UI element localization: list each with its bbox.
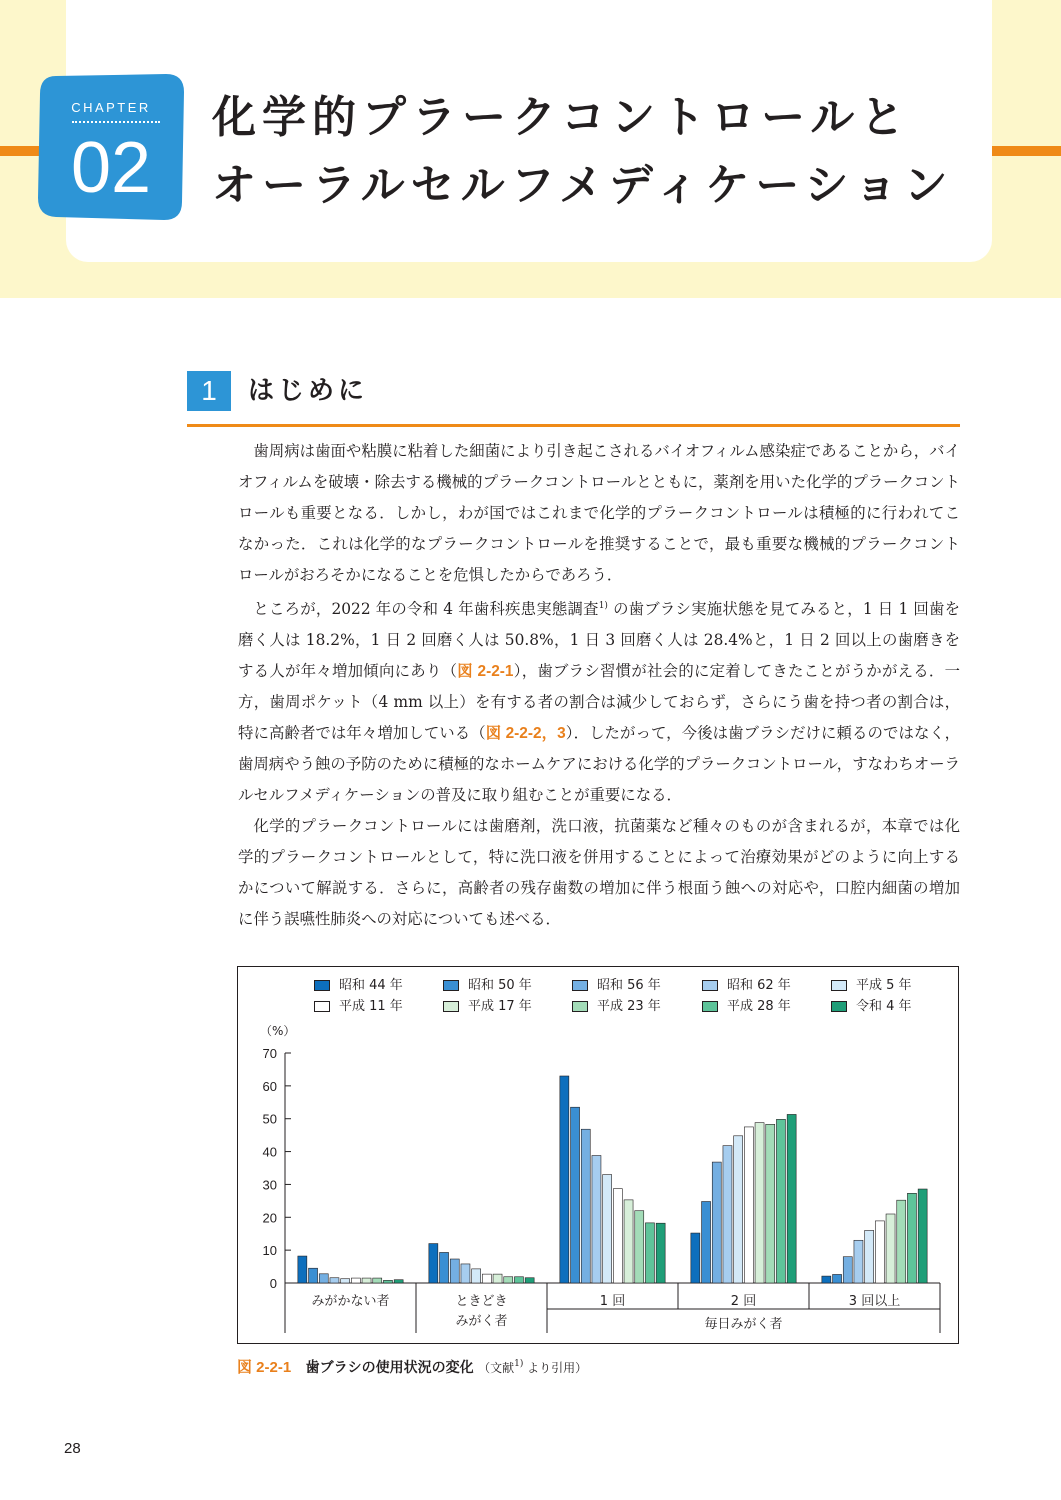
- bar: [635, 1211, 644, 1283]
- bar: [613, 1189, 622, 1283]
- page-number: 28: [64, 1440, 81, 1457]
- x-group-label: 毎日みがく者: [704, 1317, 783, 1332]
- bar: [854, 1240, 863, 1283]
- legend-swatch: [572, 1001, 588, 1012]
- bar: [525, 1278, 534, 1283]
- y-tick-label: 60: [262, 1078, 277, 1094]
- bar: [298, 1256, 307, 1283]
- legend-label: 平成 17 年: [468, 999, 532, 1014]
- legend-label: 平成 11 年: [339, 999, 403, 1014]
- bar: [886, 1214, 895, 1283]
- legend-label: 平成 23 年: [597, 999, 661, 1014]
- chapter-title-line-1: 化学的プラークコントロールと: [212, 92, 911, 143]
- bar: [514, 1277, 523, 1283]
- legend-label: 昭和 62 年: [727, 978, 791, 993]
- body-text: [238, 436, 960, 935]
- body-text-run: ところが，2022 年の令和 4 年歯科疾患実態調査: [253, 600, 599, 618]
- bar: [755, 1123, 764, 1283]
- section-title: はじめに: [248, 376, 369, 406]
- bar: [493, 1274, 502, 1283]
- figure-caption-title: 歯ブラシの使用状況の変化: [305, 1360, 474, 1376]
- bar: [918, 1189, 927, 1283]
- bar: [766, 1124, 775, 1283]
- bar: [560, 1076, 569, 1283]
- body-text-run: 化学的プラークコントロールには歯磨剤，洗口液，抗菌薬など種々のものが含まれるが，本章では化学的プラークコントロールとして，特に洗口液を併用することによって治療効果がどのように向上するかについて解説する．さらに，高齢者の残存歯数の増加に伴う根面う蝕への対応や，口腔内細菌の増加に伴う誤嚥性肺炎への対応についても述べる．: [238, 817, 960, 928]
- body-text-run: の歯ブラシ実施状態を見てみると，1 日 1 回歯を磨く人は 18.2%，1 日 2 回磨く人は 50.8%，1 日 3 回磨く人は 28.4%と，1 日 2 回以上の歯磨きをする人が年々増加傾向にあり（: [238, 600, 960, 680]
- figure-2-2-1: [237, 966, 959, 1344]
- bar: [624, 1200, 633, 1283]
- header-accent-bar-right: [992, 146, 1061, 156]
- y-tick-label: 70: [262, 1046, 277, 1061]
- bar: [734, 1136, 743, 1283]
- body-paragraph: [238, 591, 960, 811]
- bar: [351, 1278, 360, 1283]
- bar: [656, 1223, 665, 1283]
- figure-reference[interactable]: 図 2-2-1: [457, 663, 514, 680]
- bar: [822, 1276, 831, 1283]
- legend-label: 昭和 44 年: [339, 978, 403, 993]
- y-tick-label: 30: [262, 1177, 277, 1193]
- bar: [645, 1223, 654, 1283]
- bar: [341, 1279, 350, 1283]
- chapter-divider: [72, 121, 160, 123]
- bar: [383, 1280, 392, 1283]
- chapter-label: CHAPTER: [71, 100, 151, 115]
- y-tick-label: 10: [262, 1243, 277, 1259]
- bar: [907, 1193, 916, 1283]
- y-tick-label: 20: [262, 1210, 277, 1226]
- body-text-run: ），歯ブラシ習慣が社会的に定着してきたことがうかがえる．一方，歯周ポケット（4 mm 以上）を有する者の割合は減少しておらず，さらにう歯を持つ者の割合は，特に高齢者では年々増加している（: [238, 662, 960, 742]
- x-category-label: 3 回以上: [848, 1294, 901, 1309]
- bar-chart: [238, 967, 958, 1343]
- bar: [472, 1269, 481, 1283]
- bar: [504, 1277, 513, 1283]
- legend-swatch: [443, 1001, 459, 1012]
- body-text-run: 歯周病は歯面や粘膜に粘着した細菌により引き起こされるバイオフィルム感染症であることから，バイオフィルムを破壊・除去する機械的プラークコントロールとともに，薬剤を用いた化学的プラークコントロールも重要となる．しかし，わが国ではこれまで化学的プラークコントロールは積極的に行われてこなかった．これは化学的なプラークコントロールを推奨することで，最も重要な機械的プラークコントロールがおろそかになることを危惧したからであろう．: [238, 442, 960, 584]
- bar: [309, 1268, 318, 1283]
- x-category-label: みがく者: [455, 1314, 508, 1329]
- bar: [744, 1127, 753, 1283]
- legend-label: 昭和 56 年: [597, 978, 661, 993]
- legend-swatch: [831, 980, 847, 991]
- legend-swatch: [572, 980, 588, 991]
- bar: [482, 1274, 491, 1283]
- bar: [571, 1107, 580, 1283]
- chapter-title-line-2: オーラルセルフメディケーション: [212, 160, 954, 211]
- y-tick-label: 50: [262, 1111, 277, 1127]
- x-category-label: 1 回: [599, 1294, 626, 1309]
- legend-swatch: [702, 1001, 718, 1012]
- bar: [429, 1244, 438, 1283]
- body-paragraph: [238, 811, 960, 935]
- body-paragraph: [238, 436, 960, 591]
- bar: [897, 1200, 906, 1283]
- bar: [787, 1114, 796, 1283]
- legend-label: 昭和 50 年: [468, 978, 532, 993]
- bar: [723, 1146, 732, 1283]
- bar: [875, 1221, 884, 1283]
- figure-reference[interactable]: 図 2-2-2，3: [485, 725, 566, 742]
- bar: [394, 1280, 403, 1283]
- legend-swatch: [314, 1001, 330, 1012]
- section-number-badge: 1: [187, 371, 231, 411]
- legend-label: 平成 5 年: [856, 978, 912, 993]
- bar: [330, 1278, 339, 1283]
- figure-caption: [237, 1356, 587, 1377]
- bar: [362, 1278, 371, 1283]
- figure-caption-source: （文献$^{1)}$ より引用）: [478, 1359, 588, 1375]
- bar: [865, 1230, 874, 1283]
- bar: [450, 1259, 459, 1283]
- bar: [319, 1274, 328, 1283]
- y-tick-label: 40: [262, 1144, 277, 1160]
- y-axis-label: （%）: [260, 1024, 296, 1038]
- chapter-title: [212, 84, 954, 220]
- bar: [712, 1162, 721, 1283]
- x-category-label: 2 回: [730, 1294, 757, 1309]
- bar: [592, 1156, 601, 1283]
- legend-label: 平成 28 年: [727, 999, 791, 1014]
- bar: [603, 1175, 612, 1283]
- x-category-label: ときどき: [455, 1294, 508, 1309]
- citation-superscript: 1): [598, 601, 608, 611]
- body-text-run: ）．したがって，今後は歯ブラシだけに頼るのではなく，歯周病やう蝕の予防のために積極的なホームケアにおける化学的プラークコントロール，すなわちオーラルセルフメディケーションの普及に取り組むことが重要になる．: [238, 724, 960, 804]
- bar: [702, 1202, 711, 1283]
- bar: [440, 1252, 449, 1283]
- figure-caption-number: 図 2-2-1: [237, 1359, 292, 1376]
- legend-swatch: [702, 980, 718, 991]
- bar: [833, 1274, 842, 1283]
- legend-label: 令和 4 年: [856, 999, 912, 1014]
- bar: [776, 1119, 785, 1283]
- legend-swatch: [443, 980, 459, 991]
- bar: [373, 1278, 382, 1283]
- bar: [581, 1129, 590, 1283]
- bar: [691, 1233, 700, 1283]
- bar: [843, 1257, 852, 1283]
- legend-swatch: [314, 980, 330, 991]
- section-rule: [187, 424, 960, 427]
- y-tick-label: 0: [269, 1276, 277, 1291]
- bar: [461, 1264, 470, 1283]
- x-category-label: みがかない者: [311, 1294, 390, 1309]
- legend-swatch: [831, 1001, 847, 1012]
- chapter-number: 02: [70, 128, 152, 208]
